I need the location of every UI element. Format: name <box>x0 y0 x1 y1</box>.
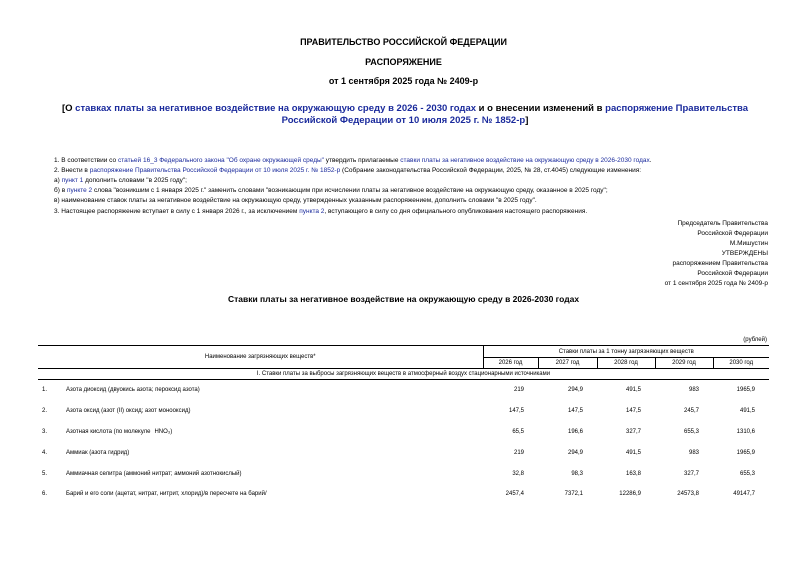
rate-value-2026: 219 <box>513 449 524 456</box>
title-link-order-1852[interactable]: распоряжение Правительства Российской Федерации от 10 июля 2025 г. № 1852-р <box>281 103 749 126</box>
table-title: Ставки платы за негативное воздействие на окружающую среду в 2026-2030 годах <box>227 294 580 304</box>
table-row <box>38 442 769 463</box>
table-row <box>38 484 769 505</box>
substance-name: Аммиачная селитра (аммоний нитрат; аммоний азотнокислый) <box>66 470 242 477</box>
p1-text: 1. В соответствии со <box>54 157 118 164</box>
substance-name: Азота оксид (азот (II) оксид; азот монооксид) <box>66 408 191 415</box>
table-row <box>38 422 769 443</box>
title-link-rates[interactable]: ставках платы за негативное воздействие на окружающую среду в 2026 - 2030 годах <box>75 103 477 114</box>
rate-value-2027: 147,5 <box>567 408 583 415</box>
link-point-2[interactable]: пункте 2 <box>66 187 93 194</box>
header-year-2029: 2029 год <box>655 358 713 369</box>
government-name: ПРАВИТЕЛЬСТВО РОССИЙСКОЙ ФЕДЕРАЦИИ <box>300 37 507 47</box>
approval-line-3: Российской Федерации <box>697 270 768 277</box>
substance-cell <box>38 484 483 505</box>
rate-value-2028: 163,8 <box>625 470 641 477</box>
approval-line-1: УТВЕРЖДЕНЫ <box>721 250 768 257</box>
rate-value-2027: 98,3 <box>571 470 583 477</box>
document-type: РАСПОРЯЖЕНИЕ <box>365 57 442 67</box>
section-heading: I. Ставки платы за выбросы загрязняющих веществ в атмосферный воздух стационарными источниками <box>38 369 769 380</box>
paragraph-1 <box>54 156 652 166</box>
header-substance-name: Наименование загрязняющих веществ* <box>38 346 483 369</box>
substance-cell <box>38 401 483 422</box>
rate-value-2029: 327,7 <box>683 470 699 477</box>
substance-name: Аммиак (азота гидрид) <box>66 449 130 456</box>
rate-value-2026: 2457,4 <box>505 491 524 498</box>
substance-name: Барий и его соли (ацетат, нитрат, нитрит, хлорид)/в пересчете на барий/ <box>66 491 267 498</box>
approval-line-2: распоряжением Правительства <box>672 260 768 267</box>
paragraph-v: в) наименование ставок платы за негативное воздействие на окружающую среду, утвержденных указанным распоряжением, дополнить словами "в 2025 году". <box>54 197 537 204</box>
table-row <box>38 380 769 401</box>
substance-cell <box>38 422 483 443</box>
rate-value-2029: 983 <box>688 387 699 394</box>
row-number: 4. <box>42 449 48 456</box>
paragraph-2 <box>54 166 641 176</box>
row-number: 5. <box>42 470 48 477</box>
table-unit: (рублей) <box>743 337 767 343</box>
substance-cell <box>38 463 483 484</box>
title-open: [О <box>61 103 76 114</box>
substance-name-end: ) <box>170 428 173 435</box>
p2-text: 2. Внести в <box>54 167 90 174</box>
row-number: 3. <box>42 428 48 435</box>
rate-value-2030: 49147,7 <box>733 491 755 498</box>
rate-value-2026: 32,8 <box>512 470 524 477</box>
rate-value-2028: 491,5 <box>625 449 641 456</box>
header-rates: Ставки платы за 1 тонну загрязняющих веществ <box>483 346 769 358</box>
title-mid: и о внесении изменений в <box>476 103 606 114</box>
document-title <box>50 103 760 127</box>
rate-value-2029: 655,3 <box>683 428 699 435</box>
row-number: 6. <box>42 491 48 498</box>
document-date: от 1 сентября 2025 года № 2409-р <box>328 76 479 86</box>
rate-value-2030: 491,5 <box>739 408 755 415</box>
substance-cell <box>38 442 483 463</box>
header-year-2027: 2027 год <box>538 358 597 369</box>
chemical-formula: HNO₃ <box>154 428 171 435</box>
rate-value-2030: 655,3 <box>739 470 755 477</box>
header-year-2028: 2028 год <box>597 358 655 369</box>
substance-name: Азотная кислота (по молекуле <box>66 428 151 435</box>
table-row <box>38 401 769 422</box>
rate-value-2029: 245,7 <box>683 408 699 415</box>
approval-line-4: от 1 сентября 2025 года № 2409-р <box>664 280 768 287</box>
rate-value-2030: 1310,6 <box>736 428 755 435</box>
rate-value-2026: 65,5 <box>512 428 524 435</box>
row-number: 1. <box>42 387 48 394</box>
header-year-2026: 2026 год <box>483 358 538 369</box>
signature-line-3: М.Мишустин <box>729 240 768 247</box>
rate-value-2026: 219 <box>513 387 524 394</box>
rate-value-2028: 491,5 <box>625 387 641 394</box>
rate-value-2028: 327,7 <box>625 428 641 435</box>
p3-text: 3. Настоящее распоряжение вступает в силу с 1 января 2026 г., за исключением <box>54 208 300 215</box>
rate-value-2030: 1965,9 <box>736 387 755 394</box>
link-point-2-b[interactable]: пункта 2 <box>299 208 325 215</box>
p2-text-2: (Собрание законодательства Российской Федерации, 2025, № 28, ст.4045) следующие изменения: <box>340 167 642 174</box>
row-number: 2. <box>42 408 48 415</box>
rate-value-2030: 1965,9 <box>736 449 755 456</box>
substance-cell <box>38 380 483 401</box>
p1-text-2: утвердить прилагаемые <box>324 157 401 164</box>
rate-value-2027: 294,9 <box>567 449 583 456</box>
paragraph-b <box>54 186 608 196</box>
rate-value-2027: 7372,1 <box>564 491 583 498</box>
rate-value-2029: 24573,8 <box>677 491 699 498</box>
rate-value-2027: 294,9 <box>567 387 583 394</box>
rates-table <box>38 345 769 505</box>
rate-value-2028: 12286,9 <box>619 491 641 498</box>
link-rates[interactable]: ставки платы за негативное воздействие на окружающую среду в 2026-2030 годах <box>400 157 650 164</box>
link-article-16-3[interactable]: статьей 16_3 Федерального закона "Об охране окружающей среды" <box>117 157 324 164</box>
pa-text: а) <box>54 177 62 184</box>
signature-line-2: Российской Федерации <box>697 230 768 237</box>
link-point-1[interactable]: пункт 1 <box>61 177 84 184</box>
rate-value-2029: 983 <box>688 449 699 456</box>
title-close: ] <box>525 115 529 126</box>
link-order-1852[interactable]: распоряжение Правительства Российской Федерации от 10 июля 2025 г. № 1852-р <box>89 167 341 174</box>
paragraph-a <box>54 176 187 186</box>
table-row <box>38 463 769 484</box>
rate-value-2027: 196,6 <box>567 428 583 435</box>
p3-text-2: , вступающего в силу со дня официального опубликования настоящего распоряжения. <box>324 208 588 215</box>
p1-text-3: . <box>649 157 652 164</box>
pa-text-2: дополнить словами "в 2025 году"; <box>83 177 187 184</box>
paragraph-3 <box>54 207 587 217</box>
signature-block <box>568 219 768 289</box>
rate-value-2026: 147,5 <box>508 408 524 415</box>
pb-text: б) в <box>54 187 67 194</box>
header-year-2030: 2030 год <box>713 358 769 369</box>
rate-value-2028: 147,5 <box>625 408 641 415</box>
signature-line-1: Председатель Правительства <box>677 220 768 227</box>
substance-name: Азота диоксид (двуокись азота; пероксид азота) <box>66 387 200 394</box>
pb-text-2: слова "возникшим с 1 января 2025 г." заменить словами "возникающим при исчислении платы за негативное воздействие на окружающую среду, оказанное в 2025 году"; <box>92 187 608 194</box>
